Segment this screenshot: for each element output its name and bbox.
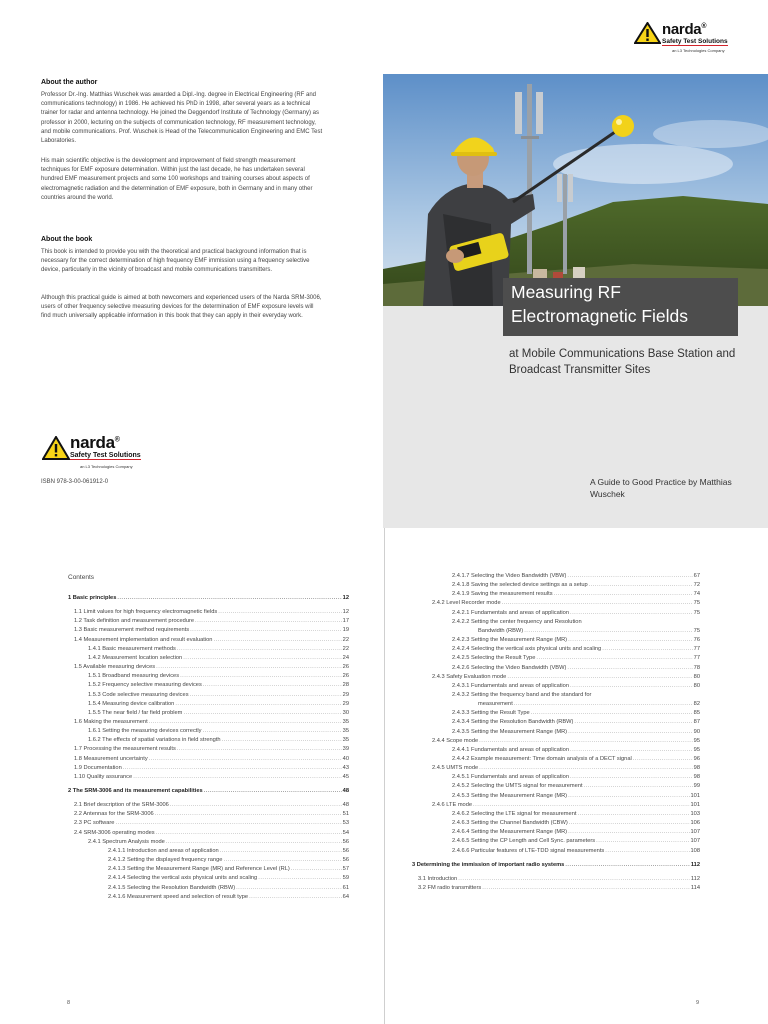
- toc-entry-page: 17: [342, 618, 349, 625]
- toc-entry-label: 3.1 Introduction: [418, 875, 458, 882]
- toc-entry-label: 2.4.1.9 Saving the measurement results: [452, 591, 553, 598]
- isbn: ISBN 978-3-00-061912-0: [41, 479, 109, 485]
- toc-leader-dots: [570, 747, 693, 753]
- toc-leader-dots: [133, 774, 341, 780]
- toc-leader-dots: [554, 591, 693, 597]
- toc-entry-label: 1.6 Making the measurement: [74, 718, 148, 725]
- toc-row: [452, 729, 700, 738]
- toc-entry-page: 67: [693, 573, 700, 579]
- toc-row: [432, 738, 700, 747]
- contents-heading: Contents: [68, 574, 95, 581]
- toc-row: [74, 609, 349, 618]
- toc-row: [452, 774, 700, 783]
- toc-entry-label: measurement: [478, 701, 513, 708]
- toc-entry-page: 87: [693, 719, 700, 726]
- toc-leader-dots: [258, 875, 341, 881]
- cover-subtitle: at Mobile Communications Base Station and Broadcast Transmitter Sites: [509, 348, 736, 376]
- toc-leader-dots: [190, 692, 342, 698]
- toc-entry-page: 95: [693, 746, 700, 753]
- toc-entry-label: 2.4.1.8 Saving the selected device settings as a setup: [452, 582, 588, 589]
- toc-row: [452, 783, 700, 792]
- toc-row: [432, 674, 700, 683]
- toc-row: [452, 646, 700, 655]
- toc-row: [432, 600, 700, 609]
- toc-leader-dots: [570, 610, 693, 616]
- toc-entry-label: 2.4.2.3 Setting the Measurement Range (MR): [452, 637, 568, 644]
- toc-row: [452, 637, 700, 646]
- toc-leader-dots: [149, 719, 342, 725]
- toc-row: [74, 618, 349, 627]
- toc-entry-page: 75: [693, 627, 700, 634]
- toc-entry-label: 2.1 Brief description of the SRM-3006: [74, 802, 169, 809]
- toc-entry-label: 1.2 Task definition and measurement procedure: [74, 618, 195, 625]
- toc-row: [108, 848, 349, 857]
- toc-leader-dots: [183, 655, 341, 661]
- toc-entry-label: 2.4.2.5 Selecting the Result Type: [452, 655, 536, 662]
- toc-row: [452, 793, 700, 802]
- toc-leader-dots: [177, 746, 342, 752]
- toc-entry-label: 2.4.1.7 Selecting the Video Bandwidth (VBW): [452, 573, 567, 579]
- narda-logo: [634, 22, 744, 56]
- about-author-heading: About the author: [41, 79, 98, 86]
- toc-row: [88, 673, 349, 682]
- toc-entry-label: 2.4.3.4 Setting the Resolution Bandwidth (RBW): [452, 719, 574, 726]
- toc-leader-dots: [473, 802, 689, 808]
- toc-leader-dots: [633, 756, 693, 762]
- logo-company: an L3 Technologies Company: [80, 464, 133, 469]
- toc-row: [74, 811, 349, 820]
- toc-leader-dots: [524, 628, 692, 634]
- toc-entry-page: 76: [693, 637, 700, 644]
- toc-row: [452, 829, 700, 838]
- toc-entry-page: 101: [690, 792, 700, 799]
- toc-entry-label: 1.5.4 Measuring device calibration: [88, 700, 175, 707]
- toc-leader-dots: [223, 857, 341, 863]
- toc-entry-label: 1.5.5 The near field / far field problem: [88, 709, 183, 716]
- cover-author-line: A Guide to Good Practice by Matthias Wuschek: [590, 477, 732, 499]
- about-author-paragraph-1: Professor Dr.-Ing. Matthias Wuschek was awarded a Dipl.-Ing. degree in Electrical Engineering (RF and communications technology) in 1986. He achieved his PhD in 1998, after several years as a technical trainer for radar and antenna technology. He joined the Deggendorf Institute of Technology (Germany) as professor in 2000, lecturing on the subjects of communication technology, RF measurement technology, and mobile communications. Prof. Wuschek is Head of the Telecommunication Engineering and EMC Test Laboratories.: [41, 92, 323, 145]
- toc-entry-label: 1.9 Documentation: [74, 764, 122, 771]
- toc-row: [432, 765, 700, 774]
- toc-entry-label: 2 The SRM-3006 and its measurement capabilities: [68, 788, 203, 794]
- toc-leader-dots: [203, 682, 342, 688]
- toc-entry-label: 2.4.2.2 Setting the center frequency and Resolution: [452, 618, 582, 625]
- toc-row: [88, 710, 349, 719]
- toc-entry-label: 1.6.1 Setting the measuring devices correctly: [88, 728, 202, 735]
- toc-entry-label: 2.4.5.2 Selecting the UMTS signal for measurement: [452, 783, 583, 790]
- logo-tagline: Safety Test Solutions: [662, 38, 728, 45]
- toc-entry-page: 103: [690, 810, 700, 817]
- toc-entry-label: 2.4.1.4 Selecting the vertical axis physical units and scaling: [108, 875, 258, 882]
- toc-entry-label: 2.4.5.3 Setting the Measurement Range (MR): [452, 792, 568, 799]
- toc-entry-page: 12: [342, 609, 349, 616]
- toc-leader-dots: [514, 701, 693, 707]
- toc-entry-page: 98: [693, 765, 700, 772]
- toc-entry-page: 64: [342, 893, 349, 900]
- toc-entry-page: 22: [342, 645, 349, 652]
- toc-leader-dots: [567, 665, 692, 671]
- toc-leader-dots: [190, 627, 342, 633]
- toc-row: [108, 894, 349, 903]
- toc-entry-label: 1.5.2 Frequency selective measuring devices: [88, 682, 202, 689]
- toc-leader-dots: [213, 637, 341, 643]
- toc-entry-label: 2.4.4.1 Fundamentals and areas of application: [452, 746, 569, 753]
- toc-leader-dots: [175, 701, 341, 707]
- toc-entry-label: 2.4.1.6 Measurement speed and selection of result type: [108, 893, 249, 900]
- toc-leader-dots: [574, 719, 692, 725]
- toc-entry-label: 2.4.1 Spectrum Analysis mode: [88, 838, 165, 845]
- toc-leader-dots: [149, 756, 342, 762]
- toc-entry-page: 95: [693, 737, 700, 744]
- toc-entry-label: 2.2 Antennas for the SRM-3006: [74, 811, 154, 818]
- toc-entry-page: 51: [342, 811, 349, 818]
- toc-entry-label: 1 Basic principles: [68, 595, 117, 601]
- logo-name: narda®: [662, 21, 707, 38]
- toc-entry-page: 61: [342, 884, 349, 891]
- toc-entry-page: 19: [342, 627, 349, 634]
- warning-triangle-icon: [634, 22, 661, 44]
- toc-entry-page: 48: [342, 802, 349, 809]
- toc-row: [88, 701, 349, 710]
- toc-row: [74, 664, 349, 673]
- toc-row: [88, 737, 349, 746]
- toc-row: [88, 646, 349, 655]
- toc-entry-label: 2.4.5 UMTS mode: [432, 765, 479, 772]
- toc-row: [68, 788, 349, 797]
- toc-entry-page: 40: [342, 755, 349, 762]
- toc-entry-page: 82: [693, 701, 700, 708]
- cover-title-line-2: Electromagnetic Fields: [511, 306, 689, 326]
- toc-row: [452, 692, 700, 701]
- toc-entry-page: 45: [342, 773, 349, 780]
- toc-leader-dots: [115, 820, 341, 826]
- cover-title-line-1: Measuring RF: [511, 282, 621, 302]
- toc-entry-page: 54: [342, 829, 349, 836]
- about-book-heading: About the book: [41, 236, 93, 243]
- toc-entry-page: 75: [693, 609, 700, 616]
- toc-leader-dots: [531, 710, 693, 716]
- toc-entry-page: 22: [342, 636, 349, 643]
- toc-leader-dots: [584, 783, 693, 789]
- toc-entry-page: 107: [690, 838, 700, 845]
- toc-row: [452, 756, 700, 765]
- toc-entry-label: 2.4.3.3 Setting the Result Type: [452, 710, 530, 717]
- toc-row: [418, 885, 700, 894]
- toc-row: [74, 830, 349, 839]
- toc-row: [74, 765, 349, 774]
- about-book-paragraph-1: This book is intended to provide you with the theoretical and practical background information that is necessary for the correct determination of high frequency EMF immission using a frequency selective device, particularly in the vicinity of broadcast and mobile communications transmitters.: [41, 249, 310, 274]
- toc-entry-label: 2.4.3 Safety Evaluation mode: [432, 673, 507, 680]
- toc-row: [74, 802, 349, 811]
- toc-entry-page: 26: [342, 664, 349, 671]
- toc-entry-page: 29: [342, 691, 349, 698]
- toc-leader-dots: [155, 811, 342, 817]
- toc-entry-label: 2.4.6 LTE mode: [432, 801, 473, 808]
- toc-entry-label: 2.3 PC software: [74, 820, 115, 827]
- toc-leader-dots: [220, 848, 342, 854]
- toc-leader-dots: [589, 582, 693, 588]
- logo-tagline: Safety Test Solutions: [70, 452, 141, 459]
- toc-entry-label: 2.4.2.1 Fundamentals and areas of application: [452, 609, 569, 616]
- toc-row: [88, 655, 349, 664]
- toc-row: [452, 820, 700, 829]
- toc-leader-dots: [479, 738, 693, 744]
- toc-entry-page: 107: [690, 829, 700, 836]
- toc-leader-dots: [156, 664, 342, 670]
- toc-entry-page: 96: [693, 756, 700, 762]
- toc-row: [88, 692, 349, 701]
- toc-row: [452, 665, 700, 674]
- toc-leader-dots: [177, 646, 342, 652]
- toc-entry-page: 56: [342, 857, 349, 864]
- toc-entry-page: 56: [342, 838, 349, 845]
- toc-entry-label: 1.5 Available measuring devices: [74, 664, 156, 671]
- toc-leader-dots: [605, 848, 689, 854]
- toc-row: [74, 637, 349, 646]
- toc-entry-page: 12: [342, 595, 349, 601]
- toc-leader-dots: [565, 862, 689, 868]
- toc-leader-dots: [568, 829, 689, 835]
- toc-leader-dots: [569, 820, 690, 826]
- toc-leader-dots: [570, 683, 693, 689]
- toc-entry-page: 112: [690, 861, 700, 868]
- toc-entry-page: 28: [342, 682, 349, 689]
- toc-entry-page: 53: [342, 820, 349, 827]
- toc-row: [68, 595, 349, 604]
- toc-entry-label: Bandwidth (RBW): [478, 627, 524, 634]
- toc-entry-label: 2.4.1.1 Introduction and areas of application: [108, 847, 219, 854]
- toc-leader-dots: [222, 737, 342, 743]
- toc-entry-label: 1.5.3 Code selective measuring devices: [88, 691, 189, 698]
- logo-name: narda®: [70, 433, 120, 452]
- toc-row: [432, 802, 700, 811]
- warning-triangle-icon: [42, 436, 70, 460]
- toc-entry-page: 112: [690, 875, 700, 882]
- toc-entry-label: 2.4.2 Level Recorder mode: [432, 600, 501, 607]
- toc-entry-label: 2.4.6.2 Selecting the LTE signal for measurement: [452, 810, 577, 817]
- toc-entry-label: 2.4.6.3 Setting the Channel Bandwidth (CBW): [452, 820, 568, 827]
- toc-leader-dots: [577, 811, 689, 817]
- toc-row: [452, 811, 700, 820]
- toc-entry-label: 1.5.1 Broadband measuring devices: [88, 673, 180, 680]
- about-book-paragraph-2: Although this practical guide is aimed at both newcomers and experienced users of the Narda SRM-3006, users of other frequency selective measuring devices for the determination of EMF exposure levels will find much universally applicable information in this book that they can apply in their everyday work.: [41, 295, 322, 320]
- toc-row: [452, 848, 700, 857]
- toc-entry-page: 56: [342, 847, 349, 854]
- toc-row: [74, 820, 349, 829]
- toc-entry-label: 2.4.4.2 Example measurement: Time domain analysis of a DECT signal: [452, 756, 632, 762]
- toc-leader-dots: [117, 595, 341, 601]
- toc-row: [108, 866, 349, 875]
- toc-entry-label: 2.4.3.1 Fundamentals and areas of application: [452, 682, 569, 689]
- toc-entry-page: 114: [690, 884, 700, 891]
- toc-row: [478, 628, 700, 637]
- toc-row: [452, 683, 700, 692]
- toc-entry-label: 2.4.1.5 Selecting the Resolution Bandwidth (RBW): [108, 884, 236, 891]
- toc-entry-label: 2.4.2.6 Selecting the Video Bandwidth (VBW): [452, 664, 567, 671]
- toc-leader-dots: [156, 830, 342, 836]
- toc-entry-page: 24: [342, 654, 349, 661]
- cover-photo: [383, 74, 768, 306]
- toc-entry-page: 75: [693, 600, 700, 607]
- toc-entry-page: 59: [342, 875, 349, 882]
- toc-leader-dots: [236, 885, 342, 891]
- toc-entry-page: 101: [690, 801, 700, 808]
- narda-logo-large: [42, 433, 154, 472]
- toc-entry-page: 35: [342, 718, 349, 725]
- toc-entry-label: 1.4.1 Basic measurement methods: [88, 645, 176, 652]
- toc-leader-dots: [204, 788, 342, 794]
- toc-entry-label: 3.2 FM radio transmitters: [418, 884, 482, 891]
- toc-entry-page: 77: [693, 655, 700, 662]
- page-number-left: 8: [67, 1000, 71, 1006]
- toc-entry-label: 1.3 Basic measurement method requirements: [74, 627, 190, 634]
- toc-row: [412, 862, 700, 871]
- toc-leader-dots: [602, 646, 692, 652]
- toc-leader-dots: [568, 729, 693, 735]
- toc-entry-page: 48: [342, 788, 349, 794]
- toc-entry-label: 2.4.5.1 Fundamentals and areas of application: [452, 774, 569, 781]
- toc-entry-page: 35: [342, 737, 349, 744]
- toc-leader-dots: [596, 838, 689, 844]
- toc-entry-page: 98: [693, 774, 700, 781]
- toc-row: [74, 746, 349, 755]
- toc-leader-dots: [536, 655, 692, 661]
- toc-entry-label: 2.4.2.4 Selecting the vertical axis physical units and scaling: [452, 646, 602, 653]
- toc-entry-label: 1.4 Measurement implementation and result evaluation: [74, 636, 213, 643]
- toc-row: [88, 839, 349, 848]
- toc-leader-dots: [166, 839, 342, 845]
- toc-row: [418, 876, 700, 885]
- page-number-right: 9: [696, 1000, 700, 1006]
- toc-entry-label: 2.4.6.4 Setting the Measurement Range (MR): [452, 829, 568, 836]
- toc-row: [452, 838, 700, 847]
- toc-leader-dots: [180, 673, 342, 679]
- toc-leader-dots: [183, 710, 341, 716]
- toc-row: [452, 655, 700, 664]
- toc-entry-page: 108: [690, 847, 700, 854]
- toc-entry-page: 90: [693, 728, 700, 735]
- page-gutter: [384, 528, 385, 1024]
- toc-entry-page: 39: [342, 746, 349, 753]
- about-author-paragraph-2: His main scientific objective is the development and improvement of field strength measurement techniques for EMF exposure determination. Within just the last decade, he has undertaken several hundred EMF measurement projects and some 100 workshops and training courses about aspects of electromagnetic radiation and the determination of EMF exposure, both in Germany and in many other countries around the world.: [41, 158, 313, 201]
- toc-row: [452, 582, 700, 591]
- toc-row: [478, 701, 700, 710]
- toc-leader-dots: [170, 802, 342, 808]
- toc-row: [88, 728, 349, 737]
- toc-leader-dots: [570, 774, 693, 780]
- toc-row: [108, 857, 349, 866]
- toc-entry-label: 2.4.6.6 Particular features of LTE-TDD signal measurements: [452, 847, 605, 854]
- toc-row: [108, 885, 349, 894]
- toc-entry-label: 1.7 Processing the measurement results: [74, 746, 176, 753]
- toc-leader-dots: [291, 866, 342, 872]
- toc-leader-dots: [507, 674, 692, 680]
- toc-entry-page: 72: [693, 582, 700, 589]
- toc-row: [108, 875, 349, 884]
- toc-entry-label: 1.4.2 Measurement location selection: [88, 654, 183, 661]
- toc-entry-page: 106: [690, 820, 700, 827]
- toc-entry-page: 29: [342, 700, 349, 707]
- toc-row: [74, 719, 349, 728]
- toc-entry-page: 99: [693, 783, 700, 790]
- toc-entry-page: 26: [342, 673, 349, 680]
- toc-row: [74, 627, 349, 636]
- toc-entry-label: 1.8 Measurement uncertainty: [74, 755, 148, 762]
- toc-row: [452, 591, 700, 600]
- toc-entry-page: 35: [342, 728, 349, 735]
- toc-entry-page: 30: [342, 709, 349, 716]
- toc-row: [452, 710, 700, 719]
- toc-leader-dots: [479, 765, 693, 771]
- cover-title: [503, 278, 738, 336]
- toc-entry-page: 57: [342, 866, 349, 873]
- toc-entry-label: 1.10 Quality assurance: [74, 773, 133, 780]
- toc-row: [74, 756, 349, 765]
- toc-entry-label: 2.4.6.5 Setting the CP Length and Cell Sync. parameters: [452, 838, 596, 845]
- toc-leader-dots: [568, 793, 689, 799]
- toc-row: [452, 619, 700, 628]
- toc-row: [452, 719, 700, 728]
- toc-entry-label: 2.4.1.2 Setting the displayed frequency range: [108, 857, 223, 864]
- logo-company: an L3 Technologies Company: [672, 48, 725, 53]
- toc-entry-page: 74: [693, 591, 700, 598]
- toc-entry-page: 80: [693, 673, 700, 680]
- toc-leader-dots: [195, 618, 342, 624]
- toc-leader-dots: [458, 876, 690, 882]
- toc-row: [452, 573, 700, 582]
- toc-entry-label: 3 Determining the immission of important radio systems: [412, 861, 565, 868]
- toc-leader-dots: [218, 609, 341, 615]
- toc-entry-label: 2.4.1.3 Setting the Measurement Range (MR) and Reference Level (RL): [108, 866, 290, 873]
- toc-leader-dots: [567, 573, 692, 579]
- toc-entry-page: 80: [693, 682, 700, 689]
- toc-entry-label: 2.4.3.5 Setting the Measurement Range (MR): [452, 728, 568, 735]
- toc-entry-label: 2.4.3.2 Setting the frequency band and the standard for: [452, 691, 592, 698]
- toc-entry-page: 78: [693, 664, 700, 671]
- toc-row: [452, 747, 700, 756]
- toc-row: [452, 610, 700, 619]
- toc-leader-dots: [249, 894, 342, 900]
- toc-row: [88, 682, 349, 691]
- toc-leader-dots: [123, 765, 342, 771]
- toc-entry-page: 85: [693, 710, 700, 717]
- toc-entry-page: 77: [693, 646, 700, 653]
- toc-leader-dots: [568, 637, 693, 643]
- toc-entry-label: 2.4 SRM-3006 operating modes: [74, 829, 155, 836]
- toc-entry-label: 1.1 Limit values for high frequency electromagnetic fields: [74, 609, 218, 616]
- toc-entry-page: 43: [342, 764, 349, 771]
- toc-entry-label: 2.4.4 Scope mode: [432, 737, 479, 744]
- toc-leader-dots: [502, 600, 693, 606]
- toc-entry-label: 1.6.2 The effects of spatial variations in field strength: [88, 737, 221, 744]
- toc-leader-dots: [482, 885, 690, 891]
- toc-row: [74, 774, 349, 783]
- toc-leader-dots: [203, 728, 342, 734]
